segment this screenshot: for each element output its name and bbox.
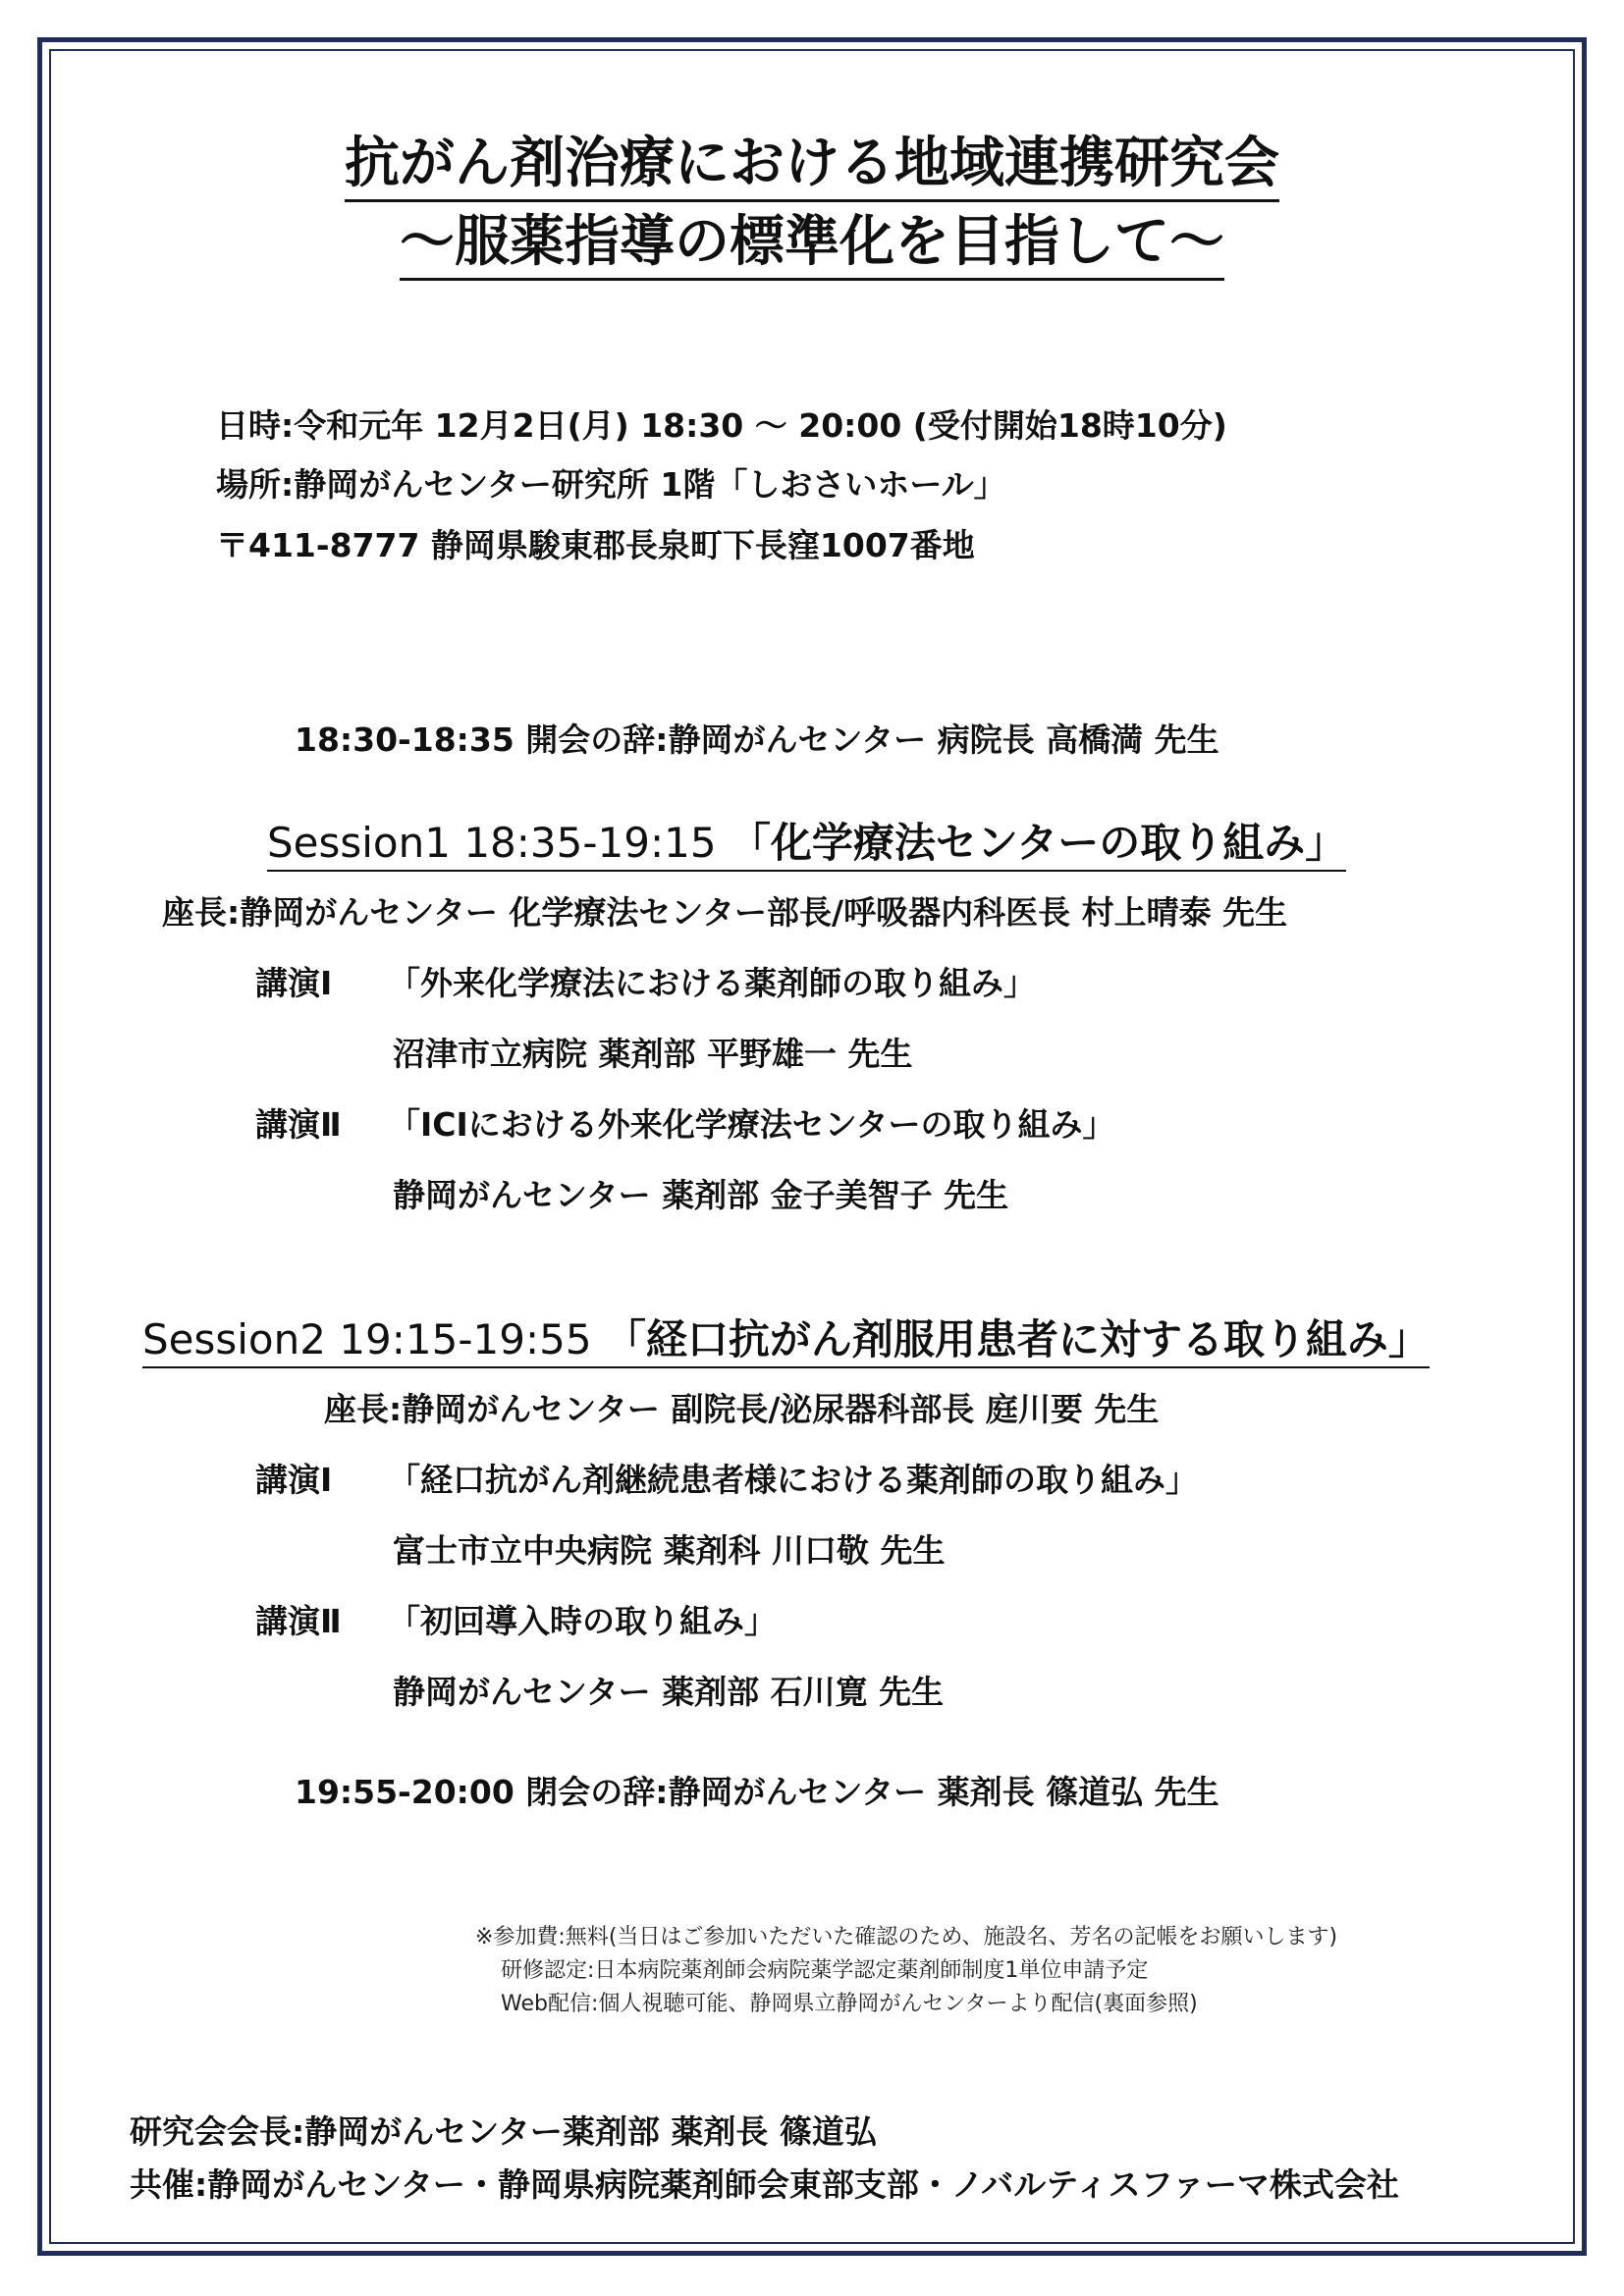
session2-talk2-speaker: 静岡がんセンター 薬剤部 石川寛 先生 (393, 1673, 945, 1711)
footer-president: 研究会会長:静岡がんセンター薬剤部 薬剤長 篠道弘 (130, 2112, 877, 2151)
session2-chair: 座長:静岡がんセンター 副院長/泌尿器科部長 庭川要 先生 (324, 1390, 1160, 1428)
session2-label: Session2 19:15-19:55 (142, 1315, 592, 1368)
session1-heading (267, 811, 1346, 870)
session1-talk2-title: 「ICIにおける外来化学療法センターの取り組み」 (388, 1105, 1115, 1144)
closing-remarks: 19:55-20:00 閉会の辞:静岡がんセンター 薬剤長 篠道弘 先生 (295, 1773, 1219, 1811)
session2-heading (142, 1308, 1430, 1366)
session1-talk1-label: 講演Ⅰ (255, 964, 333, 1002)
session2-title: 「経口抗がん剤服用患者に対する取り組み」 (604, 1315, 1430, 1363)
note-web: Web配信:個人視聴可能、静岡県立静岡がんセンターより配信(裏面参照) (501, 1992, 1198, 2016)
session1-talk2-label: 講演Ⅱ (255, 1105, 342, 1144)
session1-talk1-title: 「外来化学療法における薬剤師の取り組み」 (388, 964, 1036, 1002)
footer-cohost: 共催:静岡がんセンター・静岡県病院薬剤師会東部支部・ノバルティスファーマ株式会社 (130, 2165, 1399, 2204)
session2-talk2-label: 講演Ⅱ (255, 1602, 342, 1640)
title-line-1: 抗がん剤治療における地域連携研究会 (0, 120, 1624, 198)
session1-label: Session1 18:35-19:15 (267, 819, 717, 872)
session1-talk1-speaker: 沼津市立病院 薬剤部 平野雄一 先生 (393, 1035, 913, 1073)
session1-talk2-speaker: 静岡がんセンター 薬剤部 金子美智子 先生 (393, 1176, 1009, 1214)
page-border-inner (49, 49, 1575, 2244)
note-certification: 研修認定:日本病院薬剤師会病院薬学認定薬剤師制度1単位申請予定 (501, 1958, 1149, 1983)
session2-talk1-title: 「経口抗がん剤継続患者様における薬剤師の取り組み」 (388, 1461, 1198, 1499)
session1-title: 「化学療法センターの取り組み」 (729, 819, 1347, 867)
event-address: 〒411-8777 静岡県駿東郡長泉町下長窪1007番地 (216, 526, 975, 564)
session1-chair: 座長:静岡がんセンター 化学療法センター部長/呼吸器内科医長 村上晴泰 先生 (162, 893, 1288, 932)
event-place: 場所:静岡がんセンター研究所 1階「しおさいホール」 (216, 465, 1006, 504)
note-fee: ※参加費:無料(当日はご参加いただいた確認のため、施設名、芳名の記帳をお願いします) (475, 1925, 1338, 1949)
session2-talk2-title: 「初回導入時の取り組み」 (388, 1602, 777, 1640)
event-datetime: 日時:令和元年 12月2日(月) 18:30 ～ 20:00 (受付開始18時10分) (216, 406, 1227, 445)
title-line-2: ～服薬指導の標準化を目指して～ (0, 198, 1624, 277)
session2-talk1-speaker: 富士市立中央病院 薬剤科 川口敬 先生 (393, 1531, 946, 1570)
session2-talk1-label: 講演Ⅰ (255, 1461, 333, 1499)
opening-remarks: 18:30-18:35 開会の辞:静岡がんセンター 病院長 高橋満 先生 (295, 721, 1219, 759)
